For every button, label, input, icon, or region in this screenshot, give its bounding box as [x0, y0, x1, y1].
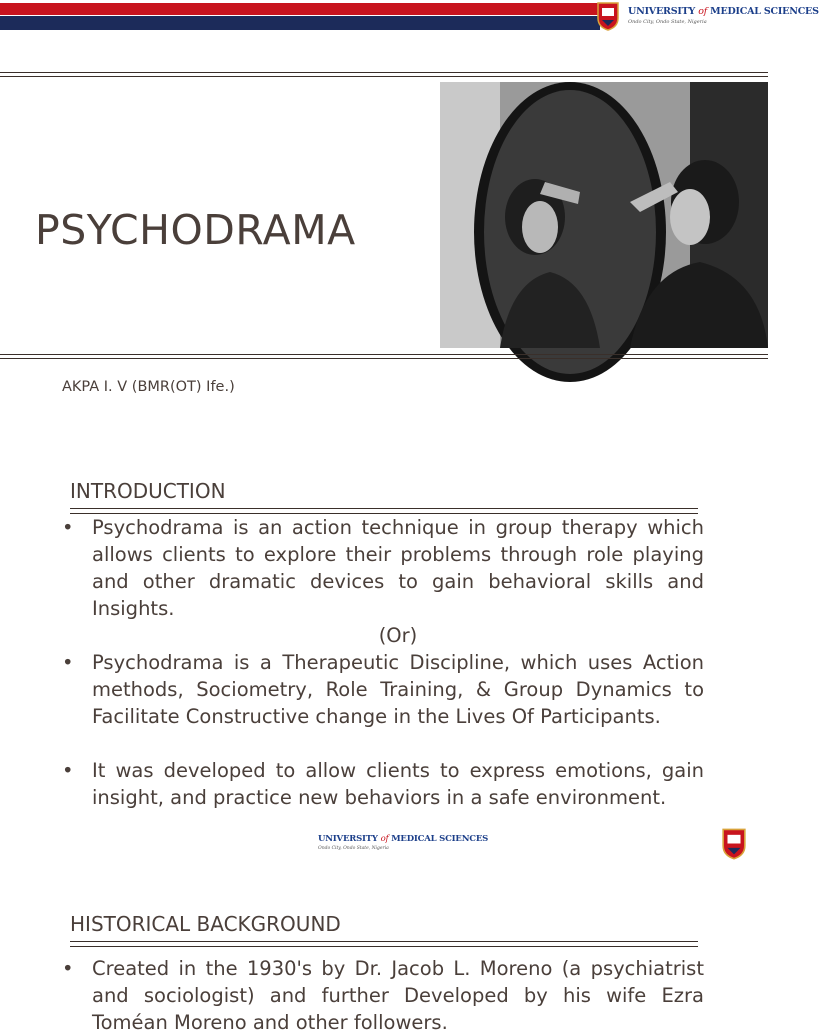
bullet-dot: •	[62, 957, 74, 980]
history-heading: HISTORICAL BACKGROUND	[70, 912, 341, 936]
bullet-dot: •	[62, 516, 74, 539]
title-rule-top-2	[0, 76, 768, 77]
list-item	[62, 757, 704, 811]
intro-bullet-3: It was developed to allow clients to express emotions, gain insight, and practice new behaviors in a safe environment.	[92, 759, 704, 809]
header-red-stripe	[0, 3, 600, 15]
slide-title: PSYCHODRAMA	[35, 206, 356, 254]
title-rule-bottom-2	[0, 358, 768, 359]
author-name: AKPA I. V (BMR(OT) Ife.)	[62, 379, 235, 395]
footer-university-name: UNIVERSITY of MEDICAL SCIENCES	[318, 834, 489, 844]
intro-bullets	[62, 514, 704, 811]
intro-heading: INTRODUCTION	[70, 479, 226, 503]
bullet-dot: •	[62, 759, 74, 782]
university-crest-icon	[721, 827, 747, 860]
footer-university-location: Ondo City, Ondo State, Nigeria	[318, 846, 389, 851]
university-name: UNIVERSITY of MEDICAL SCIENCES	[628, 6, 819, 17]
university-logo	[594, 0, 819, 34]
intro-footer-logo	[318, 834, 489, 858]
or-separator: (Or)	[378, 624, 418, 647]
list-item	[62, 514, 704, 622]
title-rule-top	[0, 72, 768, 73]
intro-bullet-2: Psychodrama is a Therapeutic Discipline, which uses Action methods, Sociometry, Role Training, & Group Dynamics to Facilitate Constructive change in the Lives Of Participants.	[92, 651, 704, 728]
header-blue-stripe	[0, 16, 600, 30]
title-photo-mirror	[440, 82, 768, 348]
title-rule-bottom	[0, 354, 768, 355]
history-bullet-1: Created in the 1930's by Dr. Jacob L. Moreno (a psychiatrist and sociologist) and further Developed by his wife Ezra Toméan Moreno and other followers.	[92, 957, 704, 1034]
intro-bullet-1: Psychodrama is an action technique in group therapy which allows clients to explore their problems through role playing and other dramatic devices to gain behavioral skills and Insights.	[92, 516, 704, 620]
history-heading-rule	[70, 941, 698, 947]
list-item	[62, 649, 704, 730]
history-bullets	[62, 955, 704, 1036]
university-crest-icon	[596, 1, 620, 31]
list-item	[62, 955, 704, 1036]
bullet-dot: •	[62, 651, 74, 674]
university-location: Ondo City, Ondo State, Nigeria	[628, 19, 707, 25]
